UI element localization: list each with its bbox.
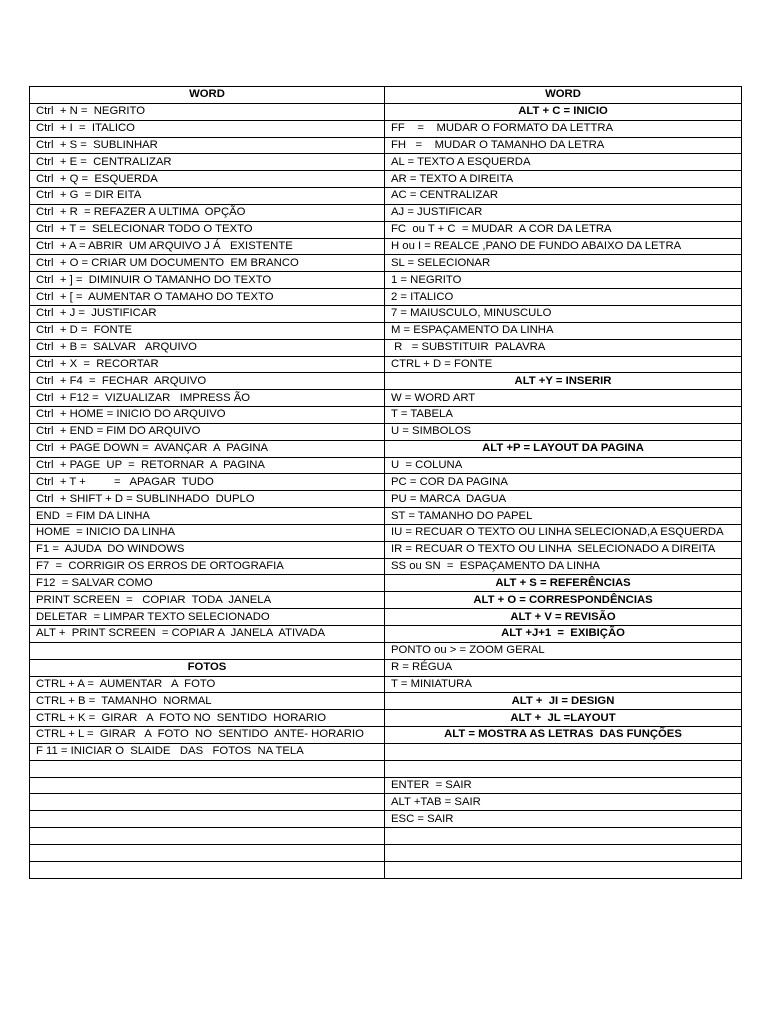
table-row [30,777,742,794]
table-row [30,440,742,457]
shortcut-cell-right: ALT +P = LAYOUT DA PAGINA [385,440,742,457]
table-row [30,609,742,626]
shortcut-cell-left [30,844,385,861]
shortcuts-table-body [30,87,742,879]
table-row [30,659,742,676]
table-row [30,423,742,440]
shortcut-cell-right [385,743,742,760]
shortcut-cell-right: 1 = NEGRITO [385,272,742,289]
table-row [30,137,742,154]
shortcut-cell-left: Ctrl + SHIFT + D = SUBLINHADO DUPLO [30,491,385,508]
table-row [30,558,742,575]
table-row [30,676,742,693]
shortcut-cell-right: AR = TEXTO A DIREITA [385,171,742,188]
shortcut-cell-left: Ctrl + PAGE DOWN = AVANÇAR A PAGINA [30,440,385,457]
shortcut-cell-right: ALT +J+1 = EXIBIÇÃO [385,626,742,643]
shortcut-cell-left: Ctrl + J = JUSTIFICAR [30,305,385,322]
shortcut-cell-left [30,794,385,811]
table-row [30,642,742,659]
table-row [30,188,742,205]
shortcut-cell-left: Ctrl + T = SELECIONAR TODO O TEXTO [30,221,385,238]
shortcut-cell-left: Ctrl + Q = ESQUERDA [30,171,385,188]
table-row [30,322,742,339]
shortcut-cell-left: Ctrl + R = REFAZER A ULTIMA OPÇÃO [30,204,385,221]
shortcut-cell-right: ALT + C = INICIO [385,103,742,120]
shortcut-cell-right: ALT + S = REFERÊNCIAS [385,575,742,592]
table-row [30,575,742,592]
shortcut-cell-left [30,760,385,777]
shortcut-cell-right: ALT +Y = INSERIR [385,373,742,390]
table-row [30,794,742,811]
shortcut-cell-left: Ctrl + A = ABRIR UM ARQUIVO J Á EXISTENTE [30,238,385,255]
table-row [30,154,742,171]
table-row [30,592,742,609]
table-row [30,524,742,541]
shortcut-cell-right: T = MINIATURA [385,676,742,693]
table-row [30,272,742,289]
shortcut-cell-right [385,760,742,777]
shortcut-cell-right [385,844,742,861]
shortcut-cell-left [30,777,385,794]
shortcut-cell-left: Ctrl + B = SALVAR ARQUIVO [30,339,385,356]
table-row [30,373,742,390]
shortcut-cell-left: Ctrl + E = CENTRALIZAR [30,154,385,171]
shortcut-cell-left: PRINT SCREEN = COPIAR TODA JANELA [30,592,385,609]
shortcut-cell-left: END = FIM DA LINHA [30,508,385,525]
shortcut-cell-right: 7 = MAIUSCULO, MINUSCULO [385,305,742,322]
shortcut-cell-right: CTRL + D = FONTE [385,356,742,373]
shortcut-cell-right: ALT + V = REVISÃO [385,609,742,626]
shortcut-cell-right: PC = COR DA PAGINA [385,474,742,491]
shortcut-cell-right: ESC = SAIR [385,811,742,828]
shortcut-cell-left: Ctrl + T + = APAGAR TUDO [30,474,385,491]
shortcut-cell-left: F1 = AJUDA DO WINDOWS [30,541,385,558]
shortcut-cell-left: Ctrl + X = RECORTAR [30,356,385,373]
shortcut-cell-right: FC ou T + C = MUDAR A COR DA LETRA [385,221,742,238]
table-row [30,626,742,643]
shortcut-cell-left: CTRL + K = GIRAR A FOTO NO SENTIDO HORARIO [30,710,385,727]
table-row [30,811,742,828]
table-row [30,171,742,188]
shortcut-cell-left [30,828,385,845]
shortcut-cell-left: FOTOS [30,659,385,676]
shortcut-cell-left: Ctrl + ] = DIMINUIR O TAMANHO DO TEXTO [30,272,385,289]
table-row [30,289,742,306]
table-row [30,828,742,845]
shortcut-cell-right: SL = SELECIONAR [385,255,742,272]
table-row [30,693,742,710]
shortcut-cell-left: WORD [30,87,385,104]
shortcut-cell-left: Ctrl + [ = AUMENTAR O TAMAHO DO TEXTO [30,289,385,306]
shortcut-cell-right: SS ou SN = ESPAÇAMENTO DA LINHA [385,558,742,575]
shortcut-cell-left: Ctrl + S = SUBLINHAR [30,137,385,154]
shortcut-cell-right: U = COLUNA [385,457,742,474]
shortcut-cell-left: Ctrl + HOME = INICIO DO ARQUIVO [30,407,385,424]
shortcut-cell-left: HOME = INICIO DA LINHA [30,524,385,541]
shortcut-cell-right: ALT + O = CORRESPONDÊNCIAS [385,592,742,609]
table-row [30,474,742,491]
shortcut-cell-right: T = TABELA [385,407,742,424]
shortcut-cell-right: PU = MARCA DAGUA [385,491,742,508]
shortcut-cell-left: CTRL + B = TAMANHO NORMAL [30,693,385,710]
table-row [30,743,742,760]
shortcut-cell-right: H ou I = REALCE ,PANO DE FUNDO ABAIXO DA LETRA [385,238,742,255]
shortcut-cell-right: R = RÉGUA [385,659,742,676]
table-row [30,221,742,238]
table-row [30,390,742,407]
shortcut-cell-left: ALT + PRINT SCREEN = COPIAR A JANELA ATIVADA [30,626,385,643]
shortcuts-table [29,86,742,879]
table-row [30,844,742,861]
shortcut-cell-left: Ctrl + F12 = VIZUALIZAR IMPRESS ÃO [30,390,385,407]
table-row [30,255,742,272]
shortcut-cell-left [30,811,385,828]
table-row [30,491,742,508]
shortcut-cell-right: AL = TEXTO A ESQUERDA [385,154,742,171]
shortcut-cell-right: FF = MUDAR O FORMATO DA LETTRA [385,120,742,137]
table-row [30,204,742,221]
table-row [30,407,742,424]
shortcut-cell-right: AC = CENTRALIZAR [385,188,742,205]
table-row [30,103,742,120]
shortcut-cell-right [385,861,742,878]
shortcut-cell-left: F12 = SALVAR COMO [30,575,385,592]
shortcut-cell-right: ALT +TAB = SAIR [385,794,742,811]
shortcut-cell-right: WORD [385,87,742,104]
shortcut-cell-left: F 11 = INICIAR O SLAIDE DAS FOTOS NA TELA [30,743,385,760]
shortcut-cell-left: F7 = CORRIGIR OS ERROS DE ORTOGRAFIA [30,558,385,575]
table-row [30,457,742,474]
table-row [30,120,742,137]
table-row [30,305,742,322]
shortcut-cell-left: DELETAR = LIMPAR TEXTO SELECIONADO [30,609,385,626]
shortcut-cell-right: U = SIMBOLOS [385,423,742,440]
table-row [30,508,742,525]
shortcut-cell-left [30,642,385,659]
table-row [30,710,742,727]
shortcut-cell-right: ALT + JL =LAYOUT [385,710,742,727]
shortcut-cell-right: ENTER = SAIR [385,777,742,794]
table-row [30,87,742,104]
shortcut-cell-left: Ctrl + PAGE UP = RETORNAR A PAGINA [30,457,385,474]
table-row [30,356,742,373]
table-row [30,727,742,744]
shortcut-cell-left: Ctrl + END = FIM DO ARQUIVO [30,423,385,440]
shortcut-cell-left: Ctrl + D = FONTE [30,322,385,339]
shortcut-cell-left: Ctrl + O = CRIAR UM DOCUMENTO EM BRANCO [30,255,385,272]
shortcut-cell-left: Ctrl + F4 = FECHAR ARQUIVO [30,373,385,390]
shortcut-cell-right: AJ = JUSTIFICAR [385,204,742,221]
shortcut-cell-left: Ctrl + I = ITALICO [30,120,385,137]
shortcut-cell-right [385,828,742,845]
shortcut-cell-left: CTRL + L = GIRAR A FOTO NO SENTIDO ANTE- HORARIO [30,727,385,744]
table-row [30,760,742,777]
shortcut-cell-right: FH = MUDAR O TAMANHO DA LETRA [385,137,742,154]
shortcut-cell-left: Ctrl + N = NEGRITO [30,103,385,120]
table-row [30,861,742,878]
table-row [30,238,742,255]
shortcut-cell-right: IU = RECUAR O TEXTO OU LINHA SELECIONAD,A ESQUERDA [385,524,742,541]
shortcut-cell-left [30,861,385,878]
shortcut-cell-right: W = WORD ART [385,390,742,407]
shortcut-cell-right: ST = TAMANHO DO PAPEL [385,508,742,525]
shortcut-cell-right: R = SUBSTITUIR PALAVRA [385,339,742,356]
shortcut-cell-right: M = ESPAÇAMENTO DA LINHA [385,322,742,339]
shortcut-cell-right: IR = RECUAR O TEXTO OU LINHA SELECIONADO A DIREITA [385,541,742,558]
shortcut-cell-right: ALT = MOSTRA AS LETRAS DAS FUNÇÕES [385,727,742,744]
shortcut-cell-right: PONTO ou > = ZOOM GERAL [385,642,742,659]
shortcut-cell-right: 2 = ITALICO [385,289,742,306]
shortcut-cell-left: CTRL + A = AUMENTAR A FOTO [30,676,385,693]
table-row [30,541,742,558]
shortcut-cell-right: ALT + JI = DESIGN [385,693,742,710]
shortcut-cell-left: Ctrl + G = DIR EITA [30,188,385,205]
table-row [30,339,742,356]
